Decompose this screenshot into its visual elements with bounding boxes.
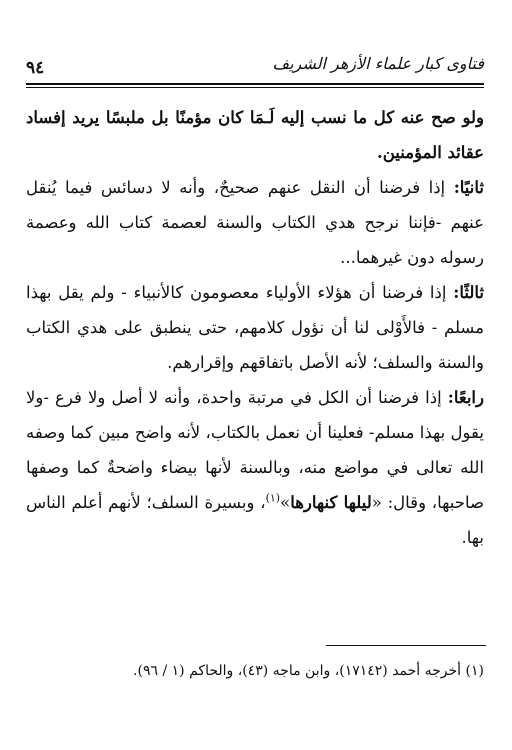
- paragraph-4: [26, 380, 484, 555]
- footnote: (١) أخرجه أحمد (١٧١٤٢)، وابن ماجه (٤٣)، والحاكم (١ / ٩٦).: [133, 663, 484, 679]
- page-number: ٩٤: [26, 58, 45, 78]
- paragraph-4-lead: رابعًا:: [447, 388, 484, 407]
- running-title: فتاوى كبار علماء الأزهر الشريف: [272, 54, 484, 73]
- paragraph-2: [26, 170, 484, 275]
- paragraph-3-text: إذا فرضنا أن هؤلاء الأولياء معصومون كالأنبياء - ولم يقل بهذا مسلم - فالأَوْلى لنا أن نؤول كلامهم، حتى ينطبق على هدي الكتاب والسنة والسلف؛ لأنه الأصل باتفاقهم وإقرارهم.: [26, 283, 484, 372]
- paragraph-4-text-end: ، وبسيرة السلف؛ لأنهم أعلم الناس بها.: [26, 493, 484, 547]
- quote-close: »: [280, 493, 291, 512]
- header-rule-thin: [26, 87, 484, 88]
- paragraph-4-text: إذا فرضنا أن الكل في مرتبة واحدة، وأنه لا أصل ولا فرع -ولا يقول بهذا مسلم- فعلينا أن نعمل بالكتاب، لأنه واضح مبين كما وصفه الله تعالى في مواضع منه، وبالسنة لأنها بيضاء واضحةٌ كما وصفها صاحبها، وقال: «: [26, 388, 484, 512]
- footnote-reference[interactable]: (١): [265, 491, 281, 505]
- hadith-quote: ليلها كنهارها: [290, 493, 372, 512]
- page-header: [26, 52, 484, 82]
- header-rule: [26, 83, 484, 85]
- paragraph-2-text: إذا فرضنا أن النقل عنهم صحيحٌ، وأنه لا دسائس فيما يُنقل عنهم -فإننا نرجح هدي الكتاب والسنة لعصمة كتاب الله وعصمة رسوله دون غيرهما...: [26, 178, 484, 267]
- body-text: [26, 100, 484, 555]
- paragraph-3-lead: ثالثًا:: [453, 283, 484, 302]
- paragraph-1: ولو صح عنه كل ما نسب إليه لَـمَا كان مؤمنًا بل ملبسًا يريد إفساد عقائد المؤمنين.: [26, 108, 484, 162]
- paragraph-3: [26, 275, 484, 380]
- footnote-separator: [326, 645, 486, 646]
- paragraph-2-lead: ثانيًا:: [453, 178, 484, 197]
